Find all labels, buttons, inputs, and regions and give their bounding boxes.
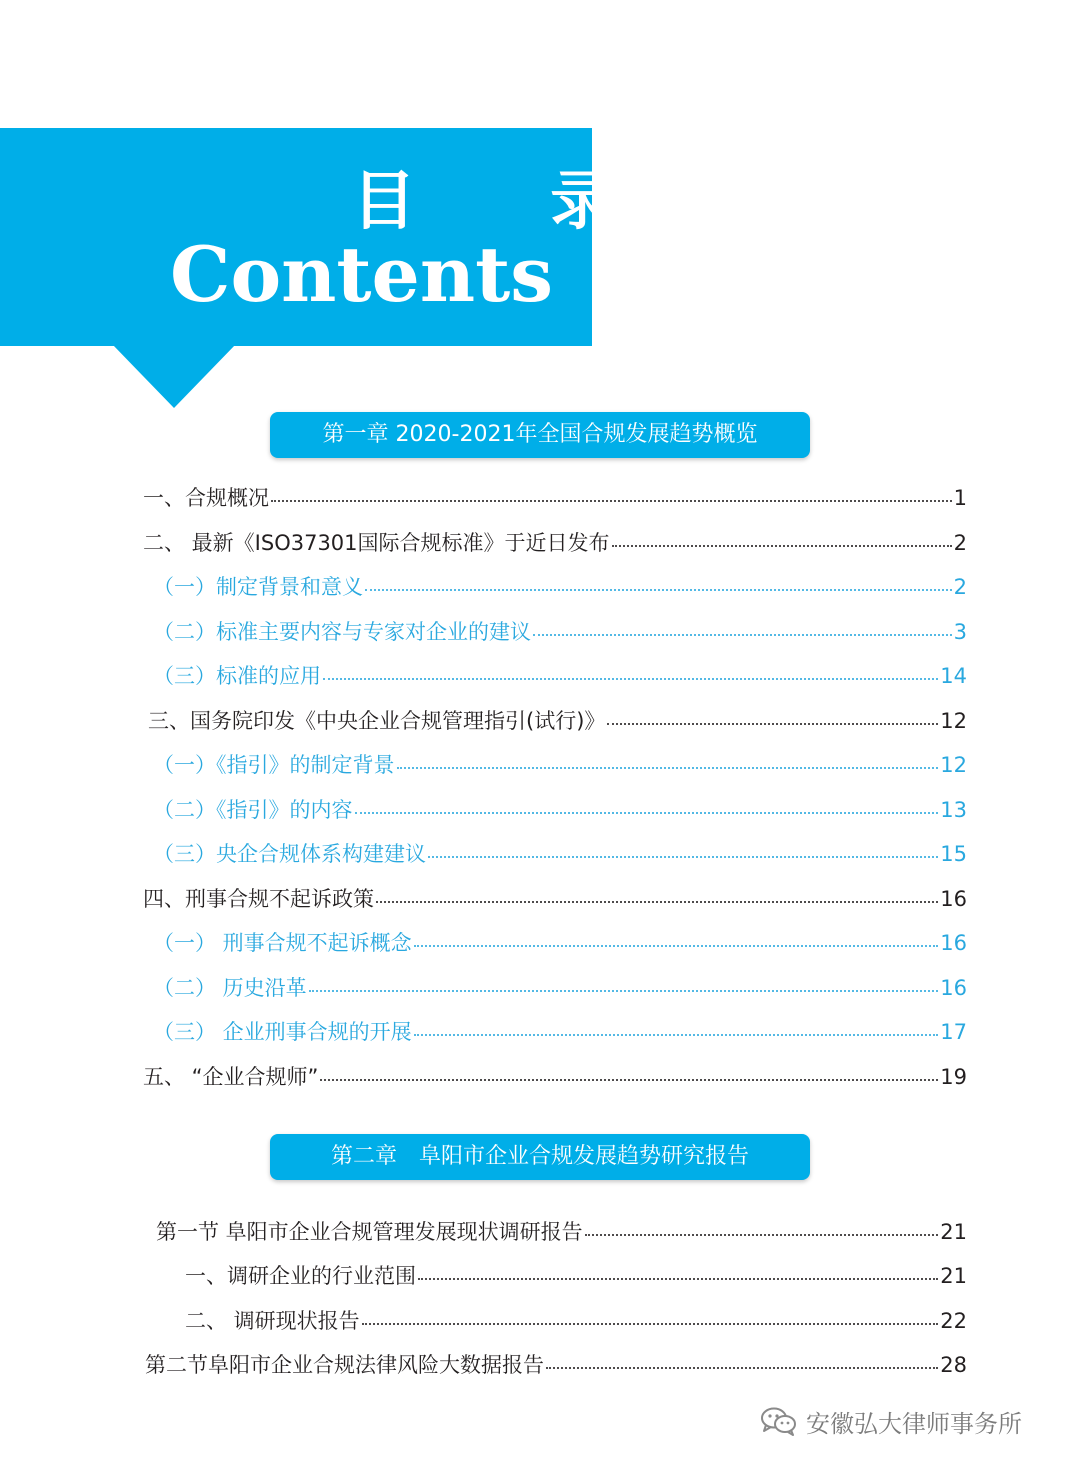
toc-page-number: 3 [953,620,967,644]
toc-page-number: 13 [940,798,967,822]
toc-page-number: 12 [940,709,967,733]
toc-entry[interactable] [153,747,967,783]
toc-entry[interactable] [153,925,967,961]
toc-leader-dots [397,767,939,769]
title-banner-pointer [112,344,236,408]
toc-leader-dots [607,723,938,725]
toc-entry[interactable] [143,881,967,917]
toc-leader-dots [428,856,938,858]
toc-leader-dots [365,589,952,591]
toc-page-number: 19 [940,1065,967,1089]
watermark-text: 安徽弘大律师事务所 [806,1409,1022,1438]
toc-entry[interactable] [143,480,967,516]
toc-page-number: 15 [940,842,967,866]
toc-entry[interactable] [153,970,967,1006]
chapter-2-heading: 第二章 阜阳市企业合规发展趋势研究报告 [270,1134,810,1180]
toc-entry[interactable] [153,836,967,872]
toc-entry[interactable] [185,1303,967,1339]
toc-leader-dots [320,1079,938,1081]
toc-entry[interactable] [153,569,967,605]
toc-entry[interactable] [156,1214,967,1250]
toc-entry-text: 五、 “企业合规师” [143,1065,319,1089]
toc-entry[interactable] [153,658,967,694]
toc-entry[interactable] [153,792,967,828]
page-title-chinese: 目 录 [352,164,671,239]
toc-entry-text: （三）央企合规体系构建建议 [153,842,426,866]
toc-leader-dots [414,945,939,947]
toc-page-number: 22 [940,1309,967,1333]
toc-page-number: 16 [940,887,967,911]
toc-page-number: 2 [953,531,967,555]
toc-entry-text: 第一节 阜阳市企业合规管理发展现状调研报告 [156,1220,583,1244]
toc-leader-dots [362,1323,939,1325]
toc-entry-text: 二、 最新《ISO37301国际合规标准》于近日发布 [143,531,610,555]
wechat-watermark [760,1404,1022,1438]
toc-entry[interactable] [153,614,967,650]
toc-entry-text: （一） 刑事合规不起诉概念 [153,931,412,955]
toc-page-number: 21 [940,1264,967,1288]
toc-page-number: 16 [940,976,967,1000]
toc-entry-text: （三） 企业刑事合规的开展 [153,1020,412,1044]
toc-entry-text: 第二节阜阳市企业合规法律风险大数据报告 [145,1353,544,1377]
toc-entry-text: 二、 调研现状报告 [185,1309,360,1333]
toc-entry[interactable] [143,525,967,561]
page-title-english: Contents [170,230,554,319]
toc-leader-dots [309,990,939,992]
toc-entry-text: （二） 历史沿革 [153,976,307,1000]
toc-page-number: 28 [940,1353,967,1377]
toc-entry-text: （一）《指引》的制定背景 [153,753,395,777]
toc-leader-dots [355,812,939,814]
toc-leader-dots [271,500,952,502]
toc-leader-dots [546,1367,938,1369]
toc-leader-dots [323,678,938,680]
toc-entry-text: （一）制定背景和意义 [153,575,363,599]
toc-leader-dots [585,1234,939,1236]
toc-page-number: 12 [940,753,967,777]
toc-page-number: 2 [953,575,967,599]
toc-entry-text: 三、国务院印发《中央企业合规管理指引(试行)》 [148,709,606,733]
toc-leader-dots [376,901,938,903]
toc-entry-text: 一、调研企业的行业范围 [185,1264,416,1288]
toc-entry-text: （二）标准主要内容与专家对企业的建议 [153,620,531,644]
toc-leader-dots [533,634,952,636]
toc-entry-text: 四、刑事合规不起诉政策 [143,887,374,911]
toc-entry-text: （二）《指引》的内容 [153,798,353,822]
toc-leader-dots [418,1278,938,1280]
toc-entry-text: 一、合规概况 [143,486,269,510]
toc-leader-dots [612,545,952,547]
toc-page-number: 16 [940,931,967,955]
wechat-icon [760,1406,798,1436]
toc-entry[interactable] [145,1347,967,1383]
chapter-1-heading: 第一章 2020-2021年全国合规发展趋势概览 [270,412,810,458]
toc-page-number: 21 [940,1220,967,1244]
toc-entry[interactable] [153,1014,967,1050]
toc-entry[interactable] [143,1059,967,1095]
toc-leader-dots [414,1034,939,1036]
toc-page-number: 14 [940,664,967,688]
toc-entry[interactable] [148,703,967,739]
toc-page-number: 1 [953,486,967,510]
toc-entry-text: （三）标准的应用 [153,664,321,688]
toc-entry[interactable] [185,1258,967,1294]
toc-page-number: 17 [940,1020,967,1044]
